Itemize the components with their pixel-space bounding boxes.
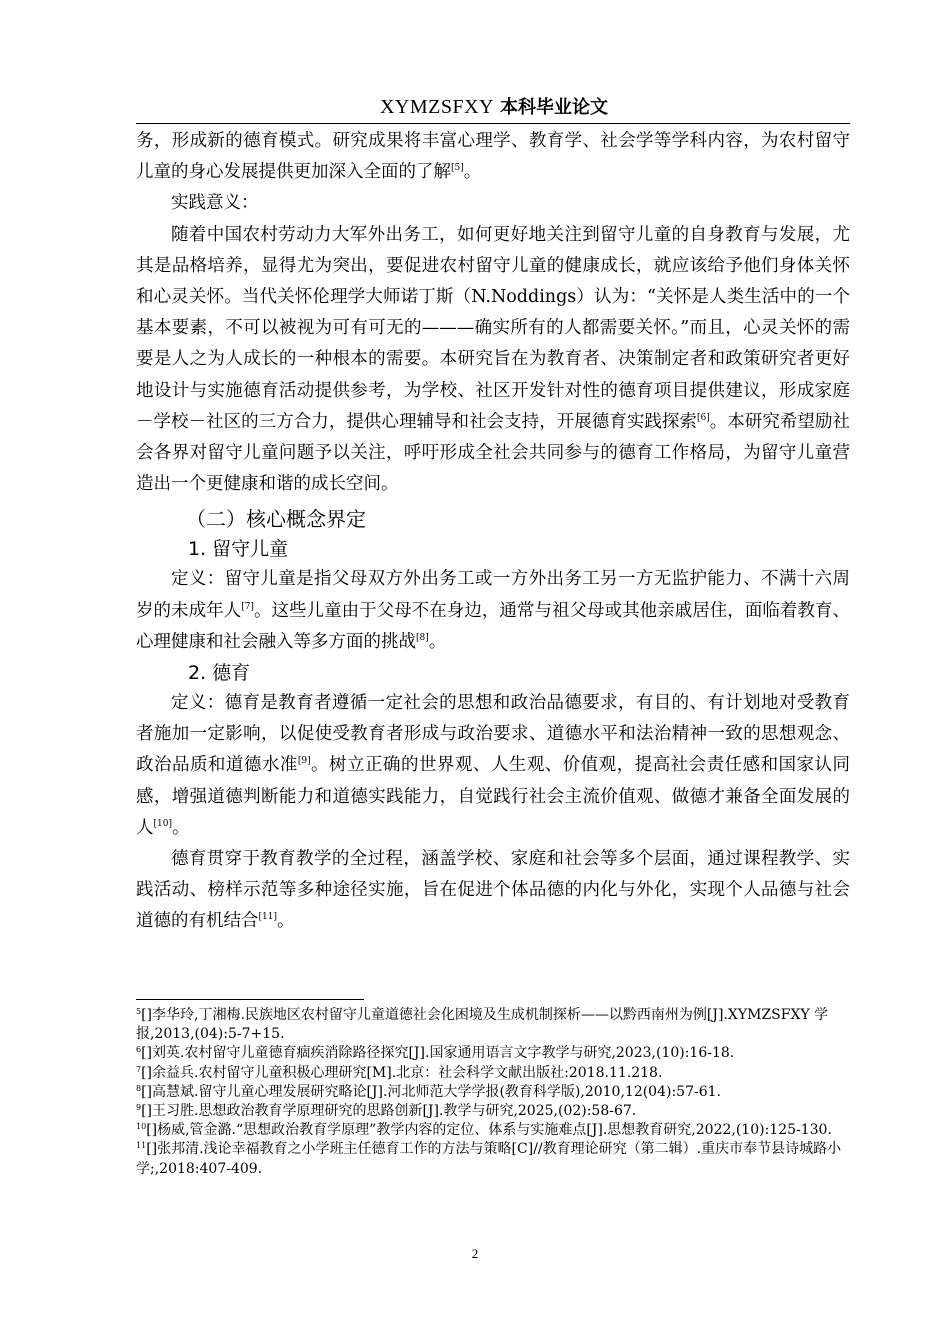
paragraph-practice: 随着中国农村劳动力大军外出务工，如何更好地关注到留守儿童的自身教育与发展，尤其是品格培养，显得尤为突出，要促进农村留守儿童的健康成长，就应该给予他们身体关怀和心灵关怀。当代关怀伦理学大师诺丁斯（N.Noddings）认为：“关怀是人类生活中的一个基本要素，不可以被视为可有可无的———确实所有的人都需要关怀。”而且，心灵关怀的需要是人之为人成长的一种根本的需要。本研究旨在为教育者、决策制定者和政策研究者更好地设计与实施德育活动提供参考，为学校、社区开发针对性的德育项目提供建议，形成家庭－学校－社区的三方合力，提供心理辅导和社会支持，开展德育实践探索[6]。本研究希望励社会各界对留守儿童问题予以关注，呼吁形成全社会共同参与的德育工作格局，为留守儿童营造出一个更健康和谐的成长空间。	[136, 224, 850, 495]
footnotes	[136, 1006, 850, 1179]
paragraph-moral-scope: 德育贯穿于教育教学的全过程，涵盖学校、家庭和社会等多个层面，通过课程教学、实践活动、榜样示范等多种途径实施，旨在促进个体品德的内化与外化，实现个人品德与社会道德的有机结合[11]。	[136, 849, 850, 932]
footnote-6: $^6$[]刘英.农村留守儿童德育痼疾消除路径探究[J].国家通用语言文字教学与研究,2023,(10):16-18.	[136, 1045, 735, 1062]
citation-6[interactable]: [6]	[697, 412, 710, 423]
footnote-8: $^8$[]高慧斌.留守儿童心理发展研究略论[J].河北师范大学学报(教育科学版),2010,12(04):57-61.	[136, 1083, 721, 1100]
paragraph-moral-definition: 定义：德育是教育者遵循一定社会的思想和政治品德要求，有目的、有计划地对受教育者施加一定影响，以促使受教育者形成与政治要求、道德水平和法治精神一致的思想观念、政治品质和道德水准[9]。树立正确的世界观、人生观、价值观，提高社会责任感和国家认同感，增强道德判断能力和道德实践能力，自觉践行社会主流价值观、做德才兼备全面发展的人[10]。	[136, 693, 850, 838]
footnote-10: $^{10}$[]杨威,管金潞.“思想政治教育学原理”教学内容的定位、体系与实施难点[J].思想教育研究,2022,(10):125-130.	[136, 1122, 832, 1139]
citation-9[interactable]: [9]	[297, 756, 311, 767]
footnote-9: $^9$[]王习胜.思想政治教育学原理研究的思路创新[J].教学与研究,2025,(02):58-67.	[136, 1103, 637, 1120]
page-header	[138, 92, 850, 122]
page-number: 2	[471, 1246, 479, 1261]
paragraph-left-behind-definition: 定义：留守儿童是指父母双方外出务工或一方外出务工另一方无监护能力、不满十六周岁的未成年人[7]。这些儿童由于父母不在身边，通常与祖父母或其他亲戚居住，面临着教育、心理健康和社会融入等多方面的挑战[8]。	[136, 569, 850, 652]
header-title: 本科毕业论文	[500, 97, 609, 118]
subheading-moral-education: 2. 德育	[188, 662, 251, 685]
practice-significance-heading: 实践意义：	[171, 193, 259, 214]
subheading-left-behind-children: 1. 留守儿童	[188, 538, 289, 561]
citation-10[interactable]: [10]	[153, 818, 172, 829]
footnote-7: $^7$[]余益兵.农村留守儿童积极心理研究[M].北京：社会科学文献出版社:2018.11.218.	[136, 1064, 663, 1081]
footnote-separator	[136, 999, 364, 1000]
body-text	[136, 126, 850, 938]
footnote-5: $^5$[]李华玲,丁湘梅.民族地区农村留守儿童道德社会化困境及生成机制探析——以黔西南州为例[J].XYMZSFXY 学报,2013,(04):5-7+15.	[136, 1007, 829, 1043]
header-code: XYMZSFXY	[379, 96, 494, 118]
citation-11[interactable]: [11]	[258, 912, 277, 923]
citation-5[interactable]: [5]	[451, 163, 464, 174]
footnote-11: $^{11}$[]张邦清.浅论幸福教育之小学班主任德育工作的方法与策略[C]//教育理论研究（第二辑）.重庆市奉节县诗城路小学;,2018:407-409.	[136, 1141, 842, 1177]
paragraph-theory-continued: 务，形成新的德育模式。研究成果将丰富心理学、教育学、社会学等学科内容，为农村留守儿童的身心发展提供更加深入全面的了解[5]。	[136, 131, 850, 183]
header-rule	[136, 123, 850, 124]
citation-8[interactable]: [8]	[416, 632, 429, 643]
citation-7[interactable]: [7]	[241, 601, 254, 612]
section-heading-core-concepts: （二）核心概念界定	[186, 507, 366, 532]
